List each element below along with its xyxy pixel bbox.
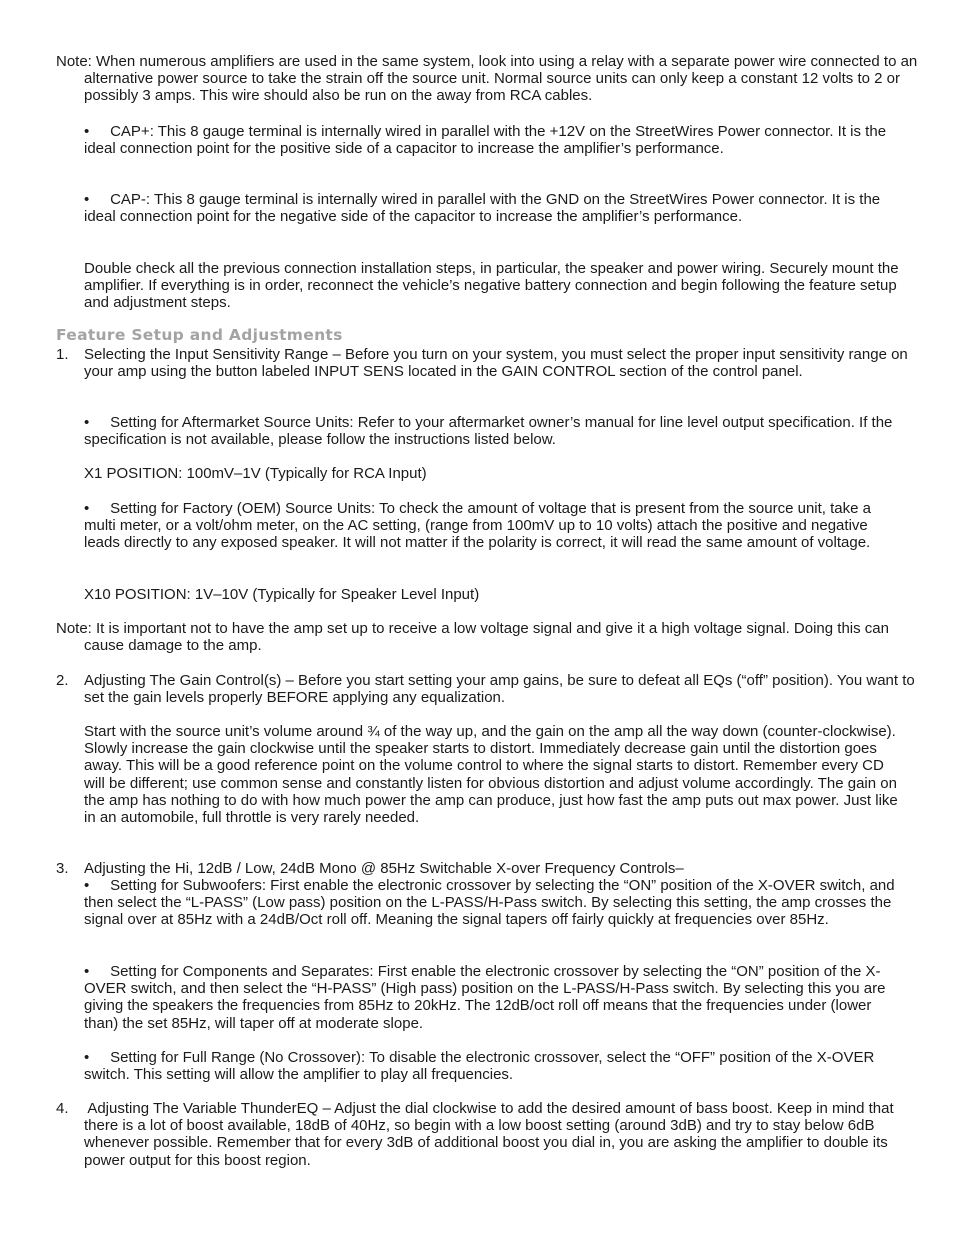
step-3 (56, 860, 928, 877)
step-3-number: 3. (56, 860, 69, 877)
step-1-text: Selecting the Input Sensitivity Range – Before you turn on your system, you must select the proper input sensitivity range on your amp using the button labeled INPUT SENS located in the GAIN CONTROL section of the control panel. (84, 346, 908, 381)
step-2 (56, 672, 928, 706)
step-4-number: 4. (56, 1100, 69, 1117)
step-1 (56, 346, 928, 380)
step-3-text: Adjusting the Hi, 12dB / Low, 24dB Mono @ 85Hz Switchable X-over Frequency Controls– (84, 860, 684, 877)
step-4-text: Adjusting The Variable ThunderEQ – Adjust the dial clockwise to add the desired amount of bass boost. Keep in mind that there is a lot of boost available, 18dB of 40Hz, so begin with a low boost setting (around 3dB) and try to stay below 6dB whenever possible. Remember that for every 3dB of additional boost you dial in, you are asking the amplifier to double its power output for this boost region. (84, 1100, 894, 1169)
bullet-full-range: • Setting for Full Range (No Crossover): To disable the electronic crossover, select the “OFF” position of the X-OVER switch. This setting will allow the amplifier to play all frequencies. (84, 1049, 875, 1084)
gain-detail-paragraph: Start with the source unit’s volume around ¾ of the way up, and the gain on the amp all the way down (counter-clockwise). Slowly increase the gain clockwise until the speaker starts to distort. Immediately decrease gain until the distortion goes away. This will be a good reference point on the volume control to where the signal starts to distort. Remember every CD will be different; use common sense and constantly listen for obvious distortion and adjust volume accordingly. The gain on the amp has nothing to do with how much power the amp can produce, just how fast the amp puts out max power. Just like in an automobile, full throttle is very rarely needed. (84, 723, 898, 827)
bullet-cap-minus: • CAP-: This 8 gauge terminal is internally wired in parallel with the GND on the StreetWires Power connector. It is the ideal connection point for the negative side of the capacitor to increase the amplifier’s performance. (84, 191, 881, 226)
x10-position: X10 POSITION: 1V–10V (Typically for Speaker Level Input) (84, 586, 480, 603)
bullet-cap-plus: • CAP+: This 8 gauge terminal is internally wired in parallel with the +12V on the StreetWires Power connector. It is the ideal connection point for the positive side of a capacitor to increase the amplifier’s performance. (84, 123, 887, 158)
note-voltage: Note: It is important not to have the amp set up to receive a low voltage signal and give it a high voltage signal. Doing this can cause damage to the amp. (56, 620, 889, 655)
double-check-paragraph: Double check all the previous connection installation steps, in particular, the speaker and power wiring. Securely mount the amplifier. If everything is in order, reconnect the vehicle’s negative battery connection and begin following the feature setup and adjustment steps. (84, 260, 899, 312)
step-1-number: 1. (56, 346, 69, 363)
bullet-factory: • Setting for Factory (OEM) Source Units: To check the amount of voltage that is present from the source unit, take a multi meter, or a volt/ohm meter, on the AC setting, (range from 100mV up to 10 volts) attach the positive and negative leads directly to any exposed speaker. It will not matter if the polarity is correct, it will read the same amount of voltage. (84, 500, 872, 552)
step-2-text: Adjusting The Gain Control(s) – Before you start setting your amp gains, be sure to defeat all EQs (“off” position). You want to set the gain levels properly BEFORE applying any equalization. (84, 672, 915, 707)
step-4 (56, 1100, 928, 1169)
x1-position: X1 POSITION: 100mV–1V (Typically for RCA Input) (84, 465, 427, 482)
bullet-components: • Setting for Components and Separates: First enable the electronic crossover by selecting the “ON” position of the X-OVER switch, and then select the “H-PASS” (High pass) position on the L-PASS/H-Pass switch. By selecting this you are giving the speakers the frequencies from 85Hz to 20kHz. The 12dB/oct roll off means that the frequencies under (lower than) the set 85Hz, will taper off at moderate slope. (84, 963, 886, 1032)
step-2-number: 2. (56, 672, 69, 689)
section-heading: Feature Setup and Adjustments (56, 326, 343, 344)
note-relay: Note: When numerous amplifiers are used in the same system, look into using a relay with a separate power wire connected to an alternative power source to take the strain off the source unit. Normal source units can only keep a constant 12 volts to 2 or possibly 3 amps. This wire should also be run on the away from RCA cables. (56, 53, 918, 105)
bullet-subwoofers: • Setting for Subwoofers: First enable the electronic crossover by selecting the “ON” position of the X-OVER switch, and then select the “L-PASS” (Low pass) position on the L-PASS/H-Pass switch. By selecting this setting, the amp crosses the signal over at 85Hz with a 24dB/Oct roll off. Meaning the signal tapers off fairly quickly at frequencies over 85Hz. (84, 877, 895, 929)
bullet-aftermarket: • Setting for Aftermarket Source Units: Refer to your aftermarket owner’s manual for line level output specification. If the specification is not available, please follow the instructions listed below. (84, 414, 893, 449)
